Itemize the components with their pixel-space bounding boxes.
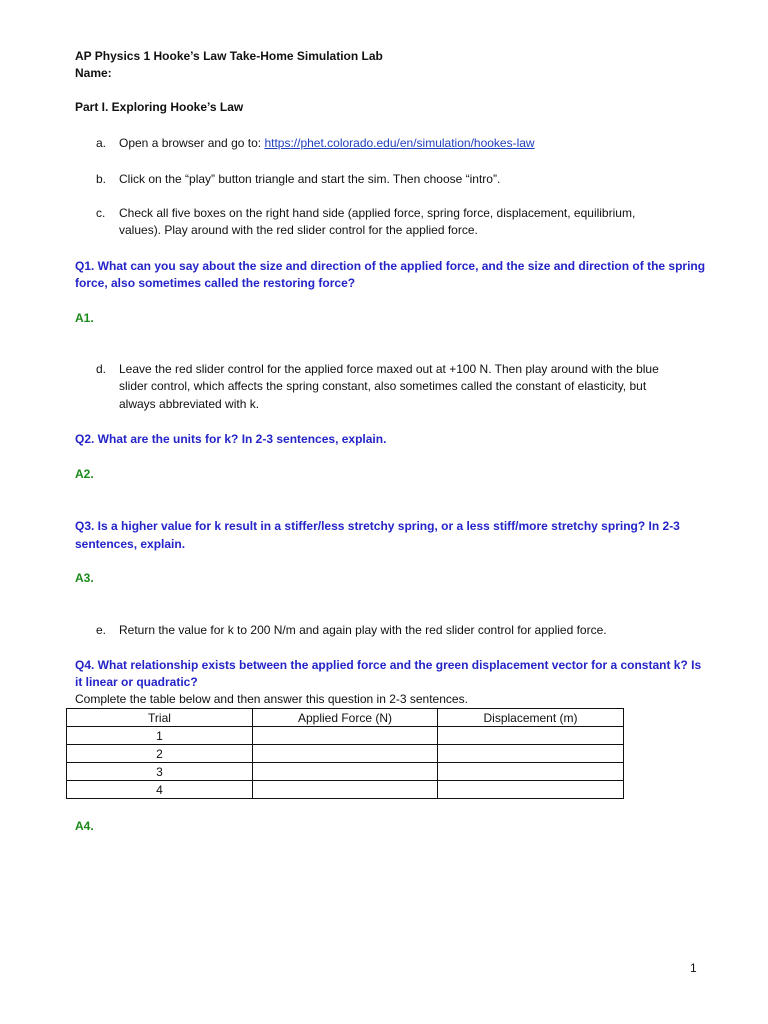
step-a-text: Open a browser and go to:: [119, 136, 265, 150]
step-d-letter: d.: [96, 362, 107, 376]
step-b-letter: b.: [96, 172, 107, 186]
answer-1-label: A1.: [75, 311, 94, 325]
trial-cell: 1: [67, 727, 253, 745]
applied-force-cell[interactable]: [253, 763, 438, 781]
step-c-line-2: values). Play around with the red slider control for the applied force.: [119, 223, 478, 237]
answer-3-label: A3.: [75, 571, 94, 585]
table-instructions: Complete the table below and then answer this question in 2-3 sentences.: [75, 692, 468, 706]
table-header-applied-force: Applied Force (N): [253, 709, 438, 727]
step-b-text: Click on the “play” button triangle and start the sim. Then choose “intro”.: [119, 172, 501, 186]
simulation-link[interactable]: https://phet.colorado.edu/en/simulation/hookes-law: [264, 136, 535, 150]
step-a: [119, 135, 535, 152]
table-row: [67, 763, 624, 781]
document-title: AP Physics 1 Hooke’s Law Take-Home Simulation Lab: [75, 49, 383, 63]
trial-cell: 3: [67, 763, 253, 781]
applied-force-cell[interactable]: [253, 781, 438, 799]
answer-4-label: A4.: [75, 819, 94, 833]
applied-force-cell[interactable]: [253, 745, 438, 763]
page-number: 1: [690, 961, 697, 975]
table-header-row: [67, 709, 624, 727]
table-header-trial: Trial: [67, 709, 253, 727]
question-2-line-1: Q2. What are the units for k? In 2-3 sentences, explain.: [75, 432, 387, 446]
step-a-letter: a.: [96, 136, 107, 150]
trial-cell: 4: [67, 781, 253, 799]
part-heading: Part I. Exploring Hooke’s Law: [75, 100, 244, 114]
table-row: [67, 781, 624, 799]
applied-force-cell[interactable]: [253, 727, 438, 745]
question-4-line-2: it linear or quadratic?: [75, 675, 198, 689]
table-row: [67, 727, 624, 745]
displacement-cell[interactable]: [438, 781, 624, 799]
question-4-line-1: Q4. What relationship exists between the applied force and the green displacement vector for a constant k? Is: [75, 658, 702, 672]
displacement-cell[interactable]: [438, 763, 624, 781]
displacement-cell[interactable]: [438, 727, 624, 745]
step-d-line-2: slider control, which affects the spring constant, also sometimes called the constant of elasticity, but: [119, 379, 647, 393]
question-3-line-2: sentences, explain.: [75, 537, 186, 551]
step-e-letter: e.: [96, 623, 107, 637]
step-d-line-1: Leave the red slider control for the applied force maxed out at +100 N. Then play around with the blue: [119, 362, 659, 376]
step-c-letter: c.: [96, 206, 106, 220]
question-1-line-2: force, also sometimes called the restoring force?: [75, 276, 356, 290]
question-3-line-1: Q3. Is a higher value for k result in a stiffer/less stretchy spring, or a less stiff/more stretchy spring? In 2-3: [75, 519, 680, 533]
data-table: [66, 708, 624, 799]
step-c-line-1: Check all five boxes on the right hand side (applied force, spring force, displacement, equilibrium,: [119, 206, 636, 220]
step-e-text: Return the value for k to 200 N/m and again play with the red slider control for applied force.: [119, 623, 607, 637]
step-d-line-3: always abbreviated with k.: [119, 397, 260, 411]
table-header-displacement: Displacement (m): [438, 709, 624, 727]
displacement-cell[interactable]: [438, 745, 624, 763]
table-row: [67, 745, 624, 763]
question-1-line-1: Q1. What can you say about the size and direction of the applied force, and the size and direction of the spring: [75, 259, 706, 273]
name-label: Name:: [75, 66, 112, 80]
trial-cell: 2: [67, 745, 253, 763]
answer-2-label: A2.: [75, 467, 94, 481]
